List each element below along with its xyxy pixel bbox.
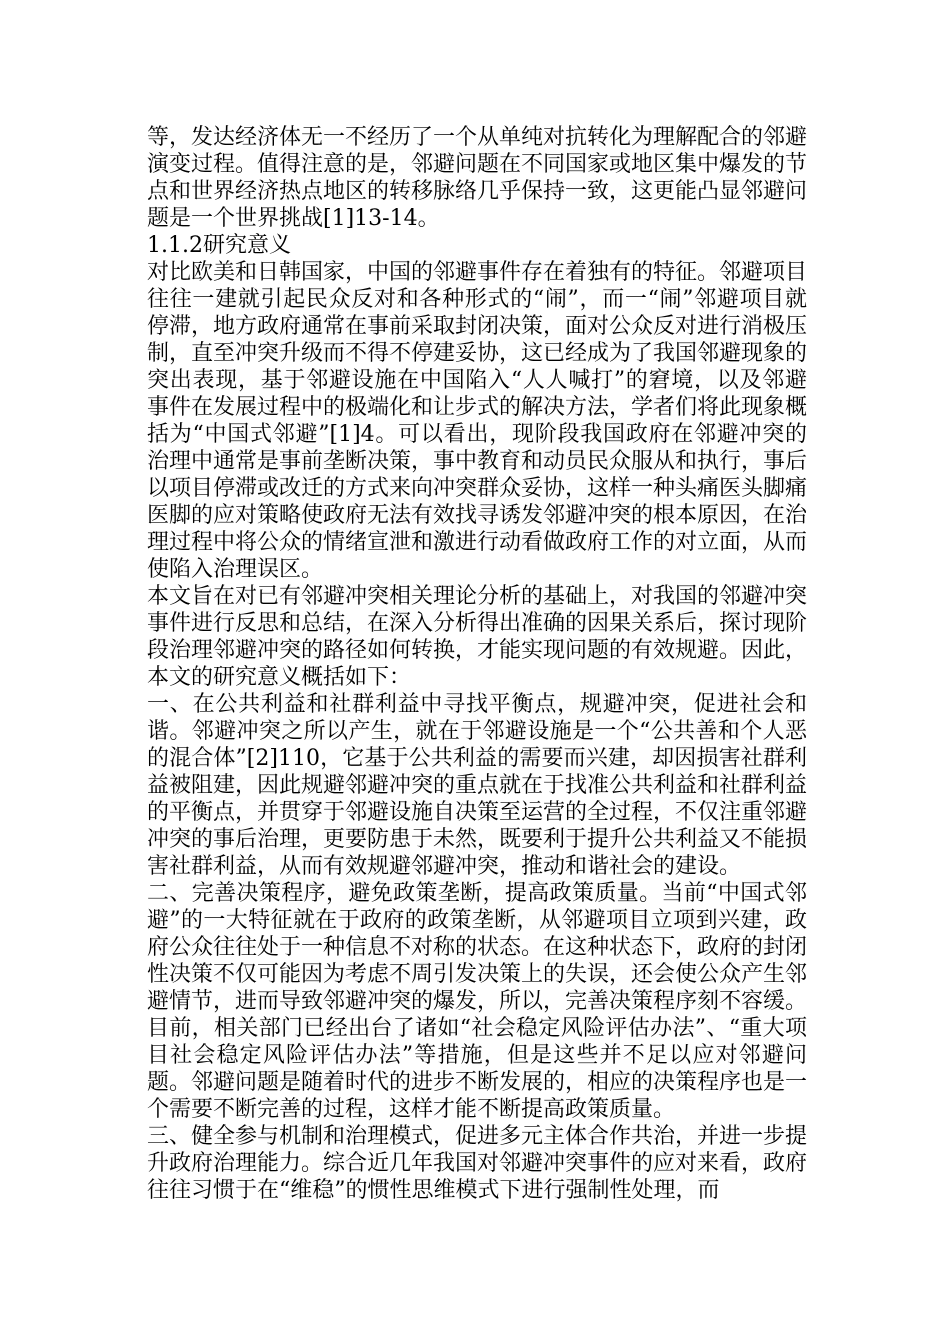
paragraph-point-one: 一、在公共利益和社群利益中寻找平衡点，规避冲突，促进社会和谐。邻避冲突之所以产生，就在于邻避设施是一个“公共善和个人恶的混合体”[2]110，它基于公共利益的需要而兴建，却因损害社群利益被阻建，因此规避邻避冲突的重点就在于找准公共利益和社群利益的平衡点，并贯穿于邻避设施自决策至运营的全过程，不仅注重邻避冲突的事后治理，更要防患于未然，既要利于提升公共利益又不能损害社群利益，从而有效规避邻避冲突，推动和谐社会的建设。 — [147, 692, 808, 879]
document-page — [147, 124, 807, 1204]
paragraph-comparison: 对比欧美和日韩国家，中国的邻避事件存在着独有的特征。邻避项目往往一建就引起民众反对和各种形式的“闹”，而一“闹”邻避项目就停滞，地方政府通常在事前采取封闭决策，面对公众反对进行消极压制，直至冲突升级而不得不停建妥协，这已经成为了我国邻避现象的突出表现，基于邻避设施在中国陷入“人人喊打”的窘境，以及邻避事件在发展过程中的极端化和让步式的解决方法，学者们将此现象概括为“中国式邻避”[1]4。可以看出，现阶段我国政府在邻避冲突的治理中通常是事前垄断决策，事中教育和动员民众服从和执行，事后以项目停滞或改迁的方式来向冲突群众妥协，这样一种头痛医头脚痛医脚的应对策略使政府无法有效找寻诱发邻避冲突的根本原因，在治理过程中将公众的情绪宣泄和激进行动看做政府工作的对立面，从而使陷入治理误区。 — [147, 260, 808, 582]
paragraph-purpose: 本文旨在对已有邻避冲突相关理论分析的基础上，对我国的邻避冲突事件进行反思和总结，在深入分析得出准确的因果关系后，探讨现阶段治理邻避冲突的路径如何转换，才能实现问题的有效规避。因此，本文的研究意义概括如下： — [147, 584, 808, 690]
paragraph-point-three: 三、健全参与机制和治理模式，促进多元主体合作共治，并进一步提升政府治理能力。综合近几年我国对邻避冲突事件的应对来看，政府往往习惯于在“维稳”的惯性思维模式下进行强制性处理，而 — [147, 1124, 808, 1203]
paragraph-intro: 等，发达经济体无一不经历了一个从单纯对抗转化为理解配合的邻避演变过程。值得注意的是，邻避问题在不同国家或地区集中爆发的节点和世界经济热点地区的转移脉络几乎保持一致，这更能凸显邻避问题是一个世界挑战[1]13-14。 — [147, 125, 808, 231]
paragraph-point-two: 二、完善决策程序，避免政策垄断，提高政策质量。当前“中国式邻避”的一大特征就在于政府的政策垄断，从邻避项目立项到兴建，政府公众往往处于一种信息不对称的状态。在这种状态下，政府的封闭性决策不仅可能因为考虑不周引发决策上的失误，还会使公众产生邻避情节，进而导致邻避冲突的爆发，所以，完善决策程序刻不容缓。目前，相关部门已经出台了诸如“社会稳定风险评估办法”、“重大项目社会稳定风险评估办法”等措施，但是这些并不足以应对邻避问题。邻避问题是随着时代的进步不断发展的，相应的决策程序也是一个需要不断完善的过程，这样才能不断提高政策质量。 — [147, 881, 808, 1122]
section-heading: 1.1.2研究意义 — [147, 233, 291, 258]
